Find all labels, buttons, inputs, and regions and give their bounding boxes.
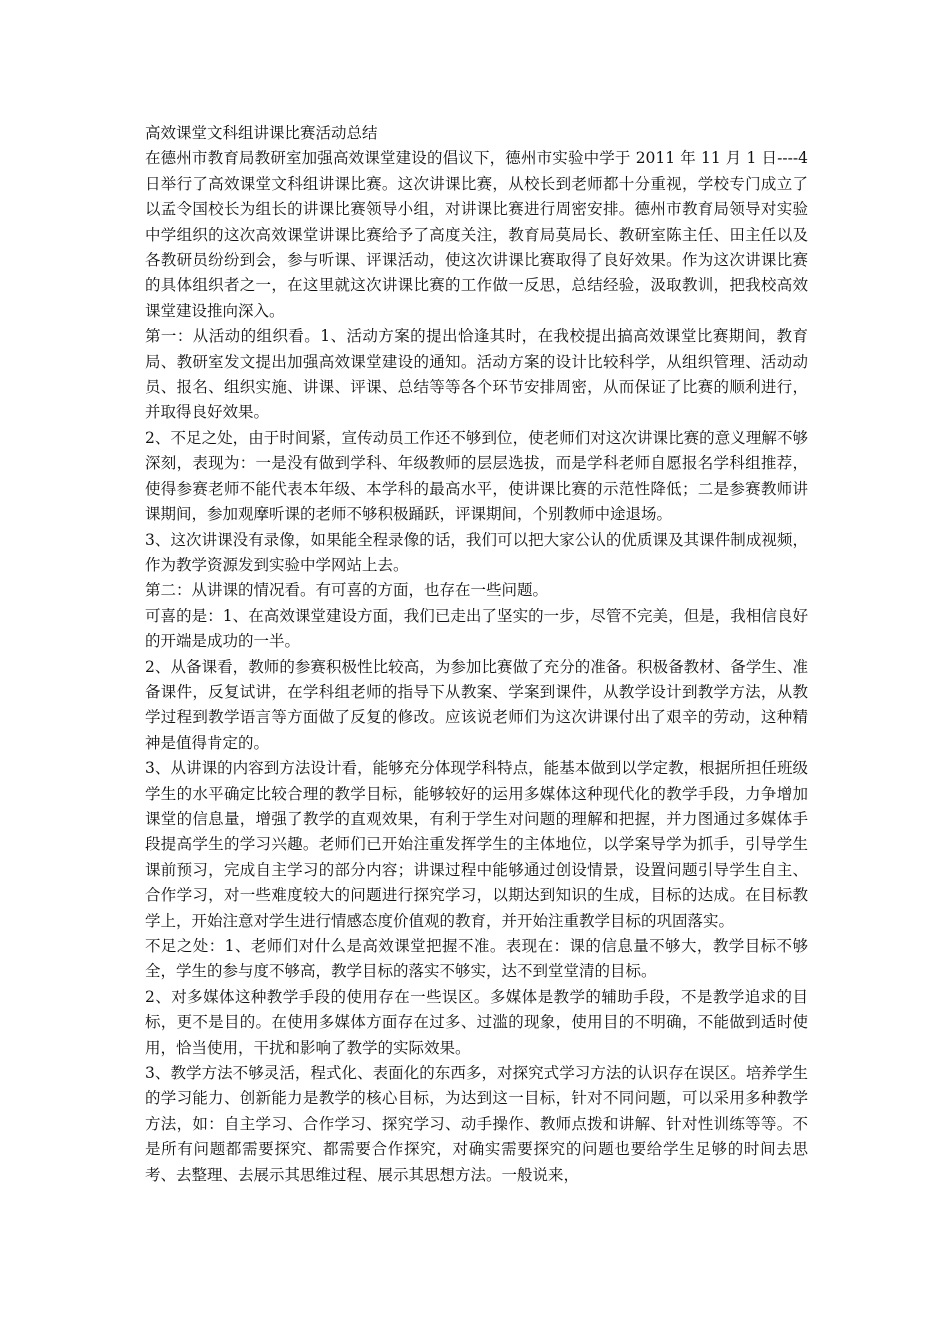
paragraph-section-one-point-3: 3、这次讲课没有录像，如果能全程录像的话，我们可以把大家公认的优质课及其课件制成视频，作为教学资源发到实验中学网站上去。 <box>145 530 808 574</box>
paragraph-positives-point-3: 3、从讲课的内容到方法设计看，能够充分体现学科特点，能基本做到以学定教，根据所担任班级学生的水平确定比较合理的教学目标，能够较好的运用多媒体这种现代化的教学手段，力争增加课堂的信息量，增强了教学的直观效果，有利于学生对问题的理解和把握，并力图通过多媒体手段提高学生的学习兴趣。老师们已开始注重发挥学生的主体地位，以学案导学为抓手，引导学生课前预习，完成自主学习的部分内容；讲课过程中能够通过创设情景，设置问题引导学生自主、合作学习，对一些难度较大的问题进行探究学习，以期达到知识的生成，目标的达成。在目标教学上，开始注意对学生进行情感态度价值观的教育，并开始注重教学目标的巩固落实。 <box>145 759 808 930</box>
paragraph-shortcomings-point-2: 2、对多媒体这种教学手段的使用存在一些误区。多媒体是教学的辅助手段，不是教学追求的目标，更不是目的。在使用多媒体方面存在过多、过滥的现象，使用目的不明确，不能做到适时使用，恰当使用，干扰和影响了教学的实际效果。 <box>145 987 808 1057</box>
paragraph-positives-point-2: 2、从备课看，教师的参赛积极性比较高，为参加比赛做了充分的准备。积极备教材、备学生、准备课件，反复试讲，在学科组老师的指导下从教案、学案到课件，从教学设计到教学方法，从教学过程到教学语言等方面做了反复的修改。应该说老师们为这次讲课付出了艰辛的劳动，这种精神是值得肯定的。 <box>145 657 808 752</box>
document-body <box>145 121 808 1188</box>
paragraph-positives-point-1: 可喜的是：1、在高效课堂建设方面，我们已走出了坚实的一步，尽管不完美，但是，我相信良好的开端是成功的一半。 <box>145 606 808 651</box>
paragraph-shortcomings-point-3: 3、教学方法不够灵活，程式化、表面化的东西多，对探究式学习方法的认识存在误区。培养学生的学习能力、创新能力是教学的核心目标，为达到这一目标，针对不同问题，可以采用多种教学方法，如：自主学习、合作学习、探究学习、动手操作、教师点拨和讲解、针对性训练等等。不是所有问题都需要探究、都需要合作探究，对确实需要探究的问题也要给学生足够的时间去思考、去整理、去展示其思维过程、展示其思想方法。一般说来， <box>145 1064 808 1184</box>
paragraph-section-one: 第一：从活动的组织看。1、活动方案的提出恰逢其时，在我校提出搞高效课堂比赛期间，教育局、教研室发文提出加强高效课堂建设的通知。活动方案的设计比较科学，从组织管理、活动动员、报名、组织实施、讲课、评课、总结等等各个环节安排周密，从而保证了比赛的顺利进行，并取得良好效果。 <box>145 327 808 422</box>
paragraph-section-one-point-2: 2、不足之处，由于时间紧，宣传动员工作还不够到位，使老师们对这次讲课比赛的意义理解不够深刻，表现为：一是没有做到学科、年级教师的层层选拔，而是学科老师自愿报名学科组推荐，使得参赛老师不能代表本年级、本学科的最高水平，使讲课比赛的示范性降低；二是参赛教师讲课期间，参加观摩听课的老师不够积极踊跃，评课期间，个别教师中途退场。 <box>145 428 808 524</box>
document-title: 高效课堂文科组讲课比赛活动总结 <box>145 124 378 142</box>
paragraph-section-two: 第二：从讲课的情况看。有可喜的方面，也存在一些问题。 <box>145 581 549 600</box>
paragraph-intro: 在德州市教育局教研室加强高效课堂建设的倡议下，德州市实验中学于 2011 年 11 月 1 日----4 日举行了高效课堂文科组讲课比赛。这次讲课比赛，从校长到老师都十分重视，学校专门成立了以孟令国校长为组长的讲课比赛领导小组，对讲课比赛进行周密安排。德州市教育局领导对实验中学组织的这次高效课堂讲课比赛给予了高度关注，教育局莫局长、教研室陈主任、田主任以及各教研员纷纷到会，参与听课、评课活动，使这次讲课比赛取得了良好效果。作为这次讲课比赛的具体组织者之一，在这里就这次讲课比赛的工作做一反思，总结经验，汲取教训，把我校高效课堂建设推向深入。 <box>145 149 808 320</box>
paragraph-shortcomings-point-1: 不足之处：1、老师们对什么是高效课堂把握不准。表现在：课的信息量不够大，教学目标不够全，学生的参与度不够高，教学目标的落实不够实，达不到堂堂清的目标。 <box>145 937 808 981</box>
